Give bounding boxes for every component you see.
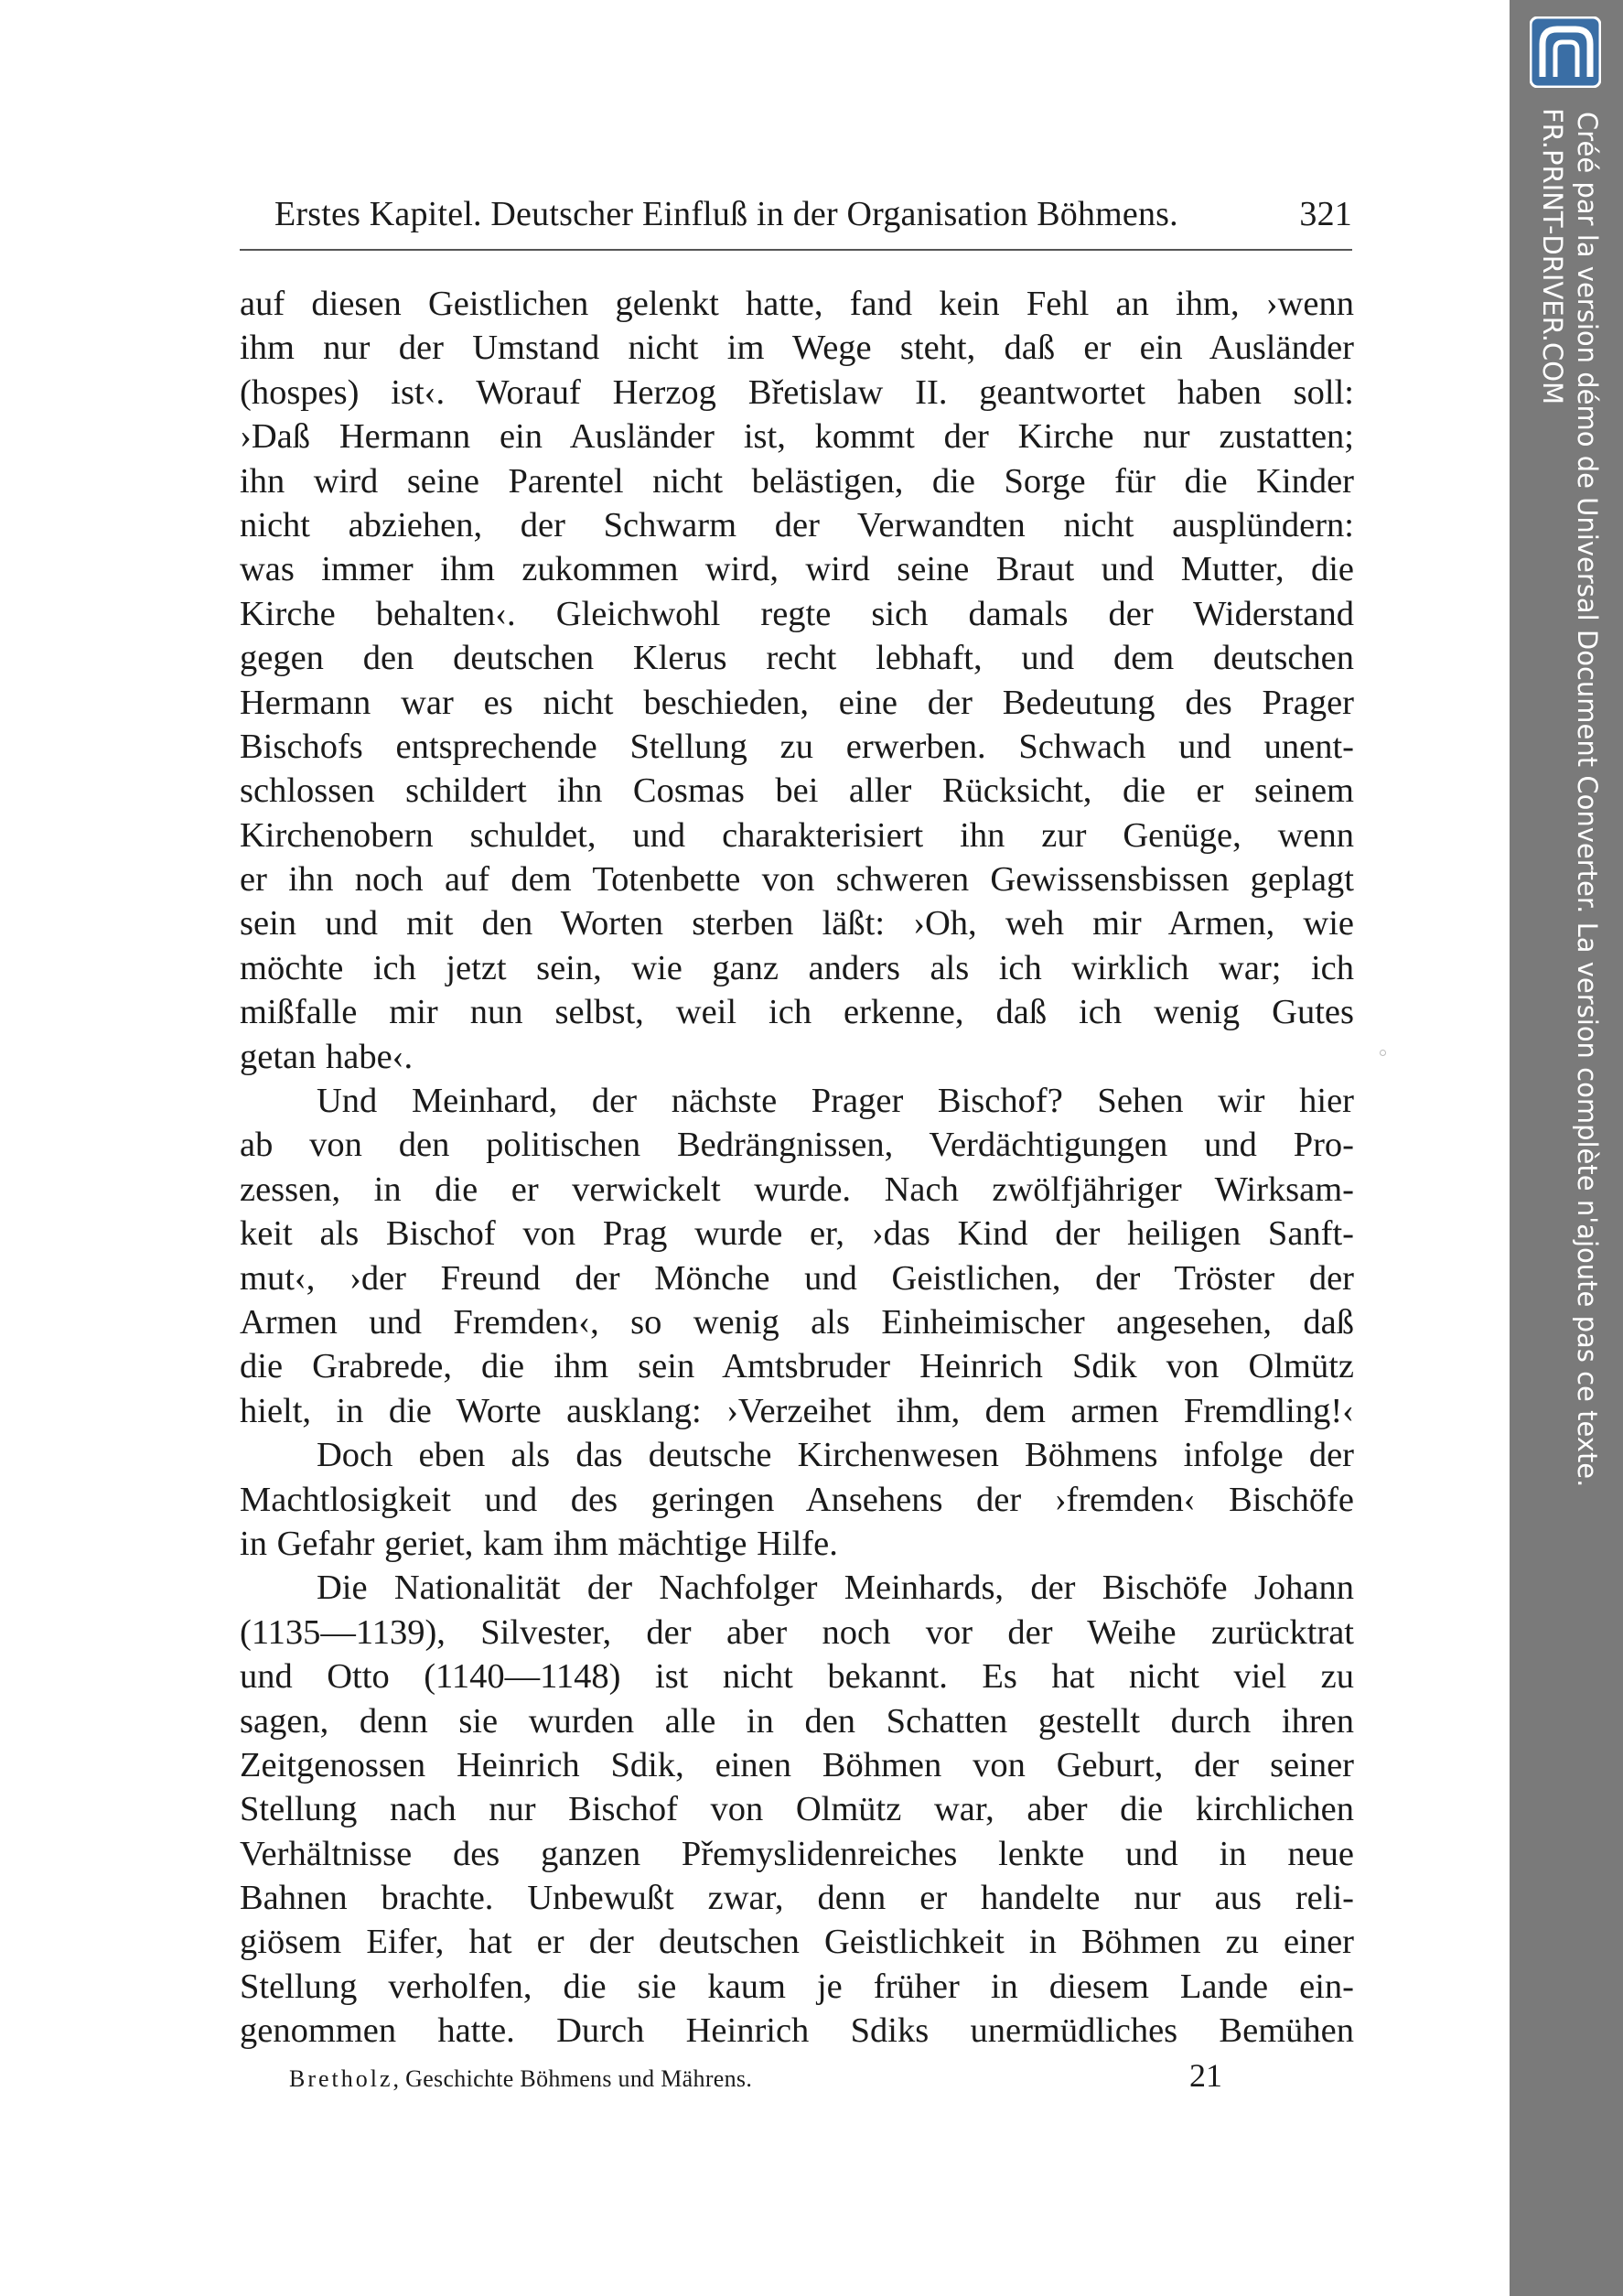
text-line: zessen, in die er verwickelt wurde. Nach zwölfjähriger Wirksam- — [240, 1170, 1354, 1209]
text-line: Die Nationalität der Nachfolger Meinhards, der Bischöfe Johann — [317, 1568, 1354, 1608]
header-rule — [240, 249, 1352, 251]
text-line: Bahnen brachte. Unbewußt zwar, denn er handelte nur aus reli- — [240, 1879, 1354, 1918]
text-line: sagen, denn sie wurden alle in den Schatten gestellt durch ihren — [240, 1701, 1354, 1741]
text-line: in Gefahr geriet, kam ihm mächtige Hilfe. — [240, 1524, 838, 1563]
text-line: die Grabrede, die ihm sein Amtsbruder Heinrich Sdik von Olmütz — [240, 1347, 1354, 1386]
watermark-notice: Créé par la version démo de Universal Document Converter. La version complète n'ajoute pas ce texte. — [1572, 112, 1603, 1488]
text-line: schlossen schildert ihn Cosmas bei aller Rücksicht, die er seinem — [240, 771, 1354, 811]
udc-logo-icon — [1530, 16, 1601, 88]
text-line: Verhältnisse des ganzen Přemyslidenreiches lenkte und in neue — [240, 1834, 1354, 1873]
text-line: ihm nur der Umstand nicht im Wege steht, daß er ein Ausländer — [240, 329, 1354, 368]
body-text — [240, 282, 1354, 2053]
text-line: mut‹, ›der Freund der Mönche und Geistlichen, der Tröster der — [240, 1258, 1354, 1298]
text-line: (hospes) ist‹. Worauf Herzog Břetislaw II. geantwortet haben soll: — [240, 372, 1354, 412]
text-line: gegen den deutschen Klerus recht lebhaft, und dem deutschen — [240, 639, 1354, 678]
text-line: ihn wird seine Parentel nicht belästigen, die Sorge für die Kinder — [240, 461, 1354, 501]
text-line: ›Daß Hermann ein Ausländer ist, kommt der Kirche nur zustatten; — [240, 417, 1354, 457]
text-line: Und Meinhard, der nächste Prager Bischof? Sehen wir hier — [317, 1082, 1354, 1121]
text-line: Armen und Fremden‹, so wenig als Einheimischer angesehen, daß — [240, 1302, 1354, 1342]
text-line: auf diesen Geistlichen gelenkt hatte, fand kein Fehl an ihm, ›wenn — [240, 285, 1354, 323]
text-line: giösem Eifer, hat er der deutschen Geistlichkeit in Böhmen zu einer — [240, 1923, 1354, 1962]
text-line: keit als Bischof von Prag wurde er, ›das Kind der heiligen Sanft- — [240, 1214, 1354, 1254]
footer-citation — [289, 2065, 752, 2093]
footer-author: Bretholz — [289, 2065, 393, 2092]
text-line: möchte ich jetzt sein, wie ganz anders als ich wirklich war; ich — [240, 948, 1354, 987]
text-line: ab von den politischen Bedrängnissen, Verdächtigungen und Pro- — [240, 1126, 1354, 1165]
text-line: was immer ihm zukommen wird, wird seine Braut und Mutter, die — [240, 550, 1354, 589]
text-line: Bischofs entsprechende Stellung zu erwerben. Schwach und unent- — [240, 727, 1354, 766]
watermark-url: FR.PRINT-DRIVER.COM — [1537, 108, 1568, 405]
text-line: genommen hatte. Durch Heinrich Sdiks unermüdliches Bemühen — [240, 2011, 1354, 2051]
footer-signature-line — [289, 2056, 1222, 2093]
text-line: Stellung verholfen, die sie kaum je früher in diesem Lande ein- — [240, 1967, 1354, 2006]
text-line: Stellung nach nur Bischof von Olmütz war, aber die kirchlichen — [240, 1790, 1354, 1829]
sheet-signature: 21 — [1189, 2057, 1222, 2094]
text-line: mißfalle mir nun selbst, weil ich erkenne, daß ich wenig Gutes — [240, 993, 1354, 1032]
text-line: nicht abziehen, der Schwarm der Verwandten nicht ausplündern: — [240, 505, 1354, 544]
running-title: Erstes Kapitel. Deutscher Einfluß in der Organisation Böhmens. — [274, 195, 1178, 233]
text-line: Zeitgenossen Heinrich Sdik, einen Böhmen von Geburt, der seiner — [240, 1745, 1354, 1784]
scan-speck — [1380, 1050, 1386, 1056]
text-line: und Otto (1140—1148) ist nicht bekannt. Es hat nicht viel zu — [240, 1657, 1354, 1697]
text-line: Doch eben als das deutsche Kirchenwesen Böhmens infolge der — [317, 1436, 1354, 1475]
text-line: getan habe‹. — [240, 1037, 414, 1076]
text-line: hielt, in die Worte ausklang: ›Verzeihet ihm, dem armen Fremdling!‹ — [240, 1391, 1354, 1430]
text-line: sein und mit den Worten sterben läßt: ›Oh, weh mir Armen, wie — [240, 904, 1354, 943]
running-head — [274, 194, 1352, 245]
text-line: Kirche behalten‹. Gleichwohl regte sich damals der Widerstand — [240, 594, 1354, 633]
text-line: (1135—1139), Silvester, der aber noch vor der Weihe zurücktrat — [240, 1612, 1354, 1652]
text-line: Kirchenobern schuldet, und charakterisiert ihn zur Genüge, wenn — [240, 815, 1354, 855]
text-line: Hermann war es nicht beschieden, eine der Bedeutung des Prager — [240, 683, 1354, 722]
text-line: Machtlosigkeit und des geringen Ansehens der ›fremden‹ Bischöfe — [240, 1480, 1354, 1519]
text-line: er ihn noch auf dem Totenbette von schweren Gewissensbissen geplagt — [240, 860, 1354, 900]
footer-title: , Geschichte Böhmens und Mährens. — [392, 2065, 753, 2092]
page-number: 321 — [1299, 195, 1352, 233]
